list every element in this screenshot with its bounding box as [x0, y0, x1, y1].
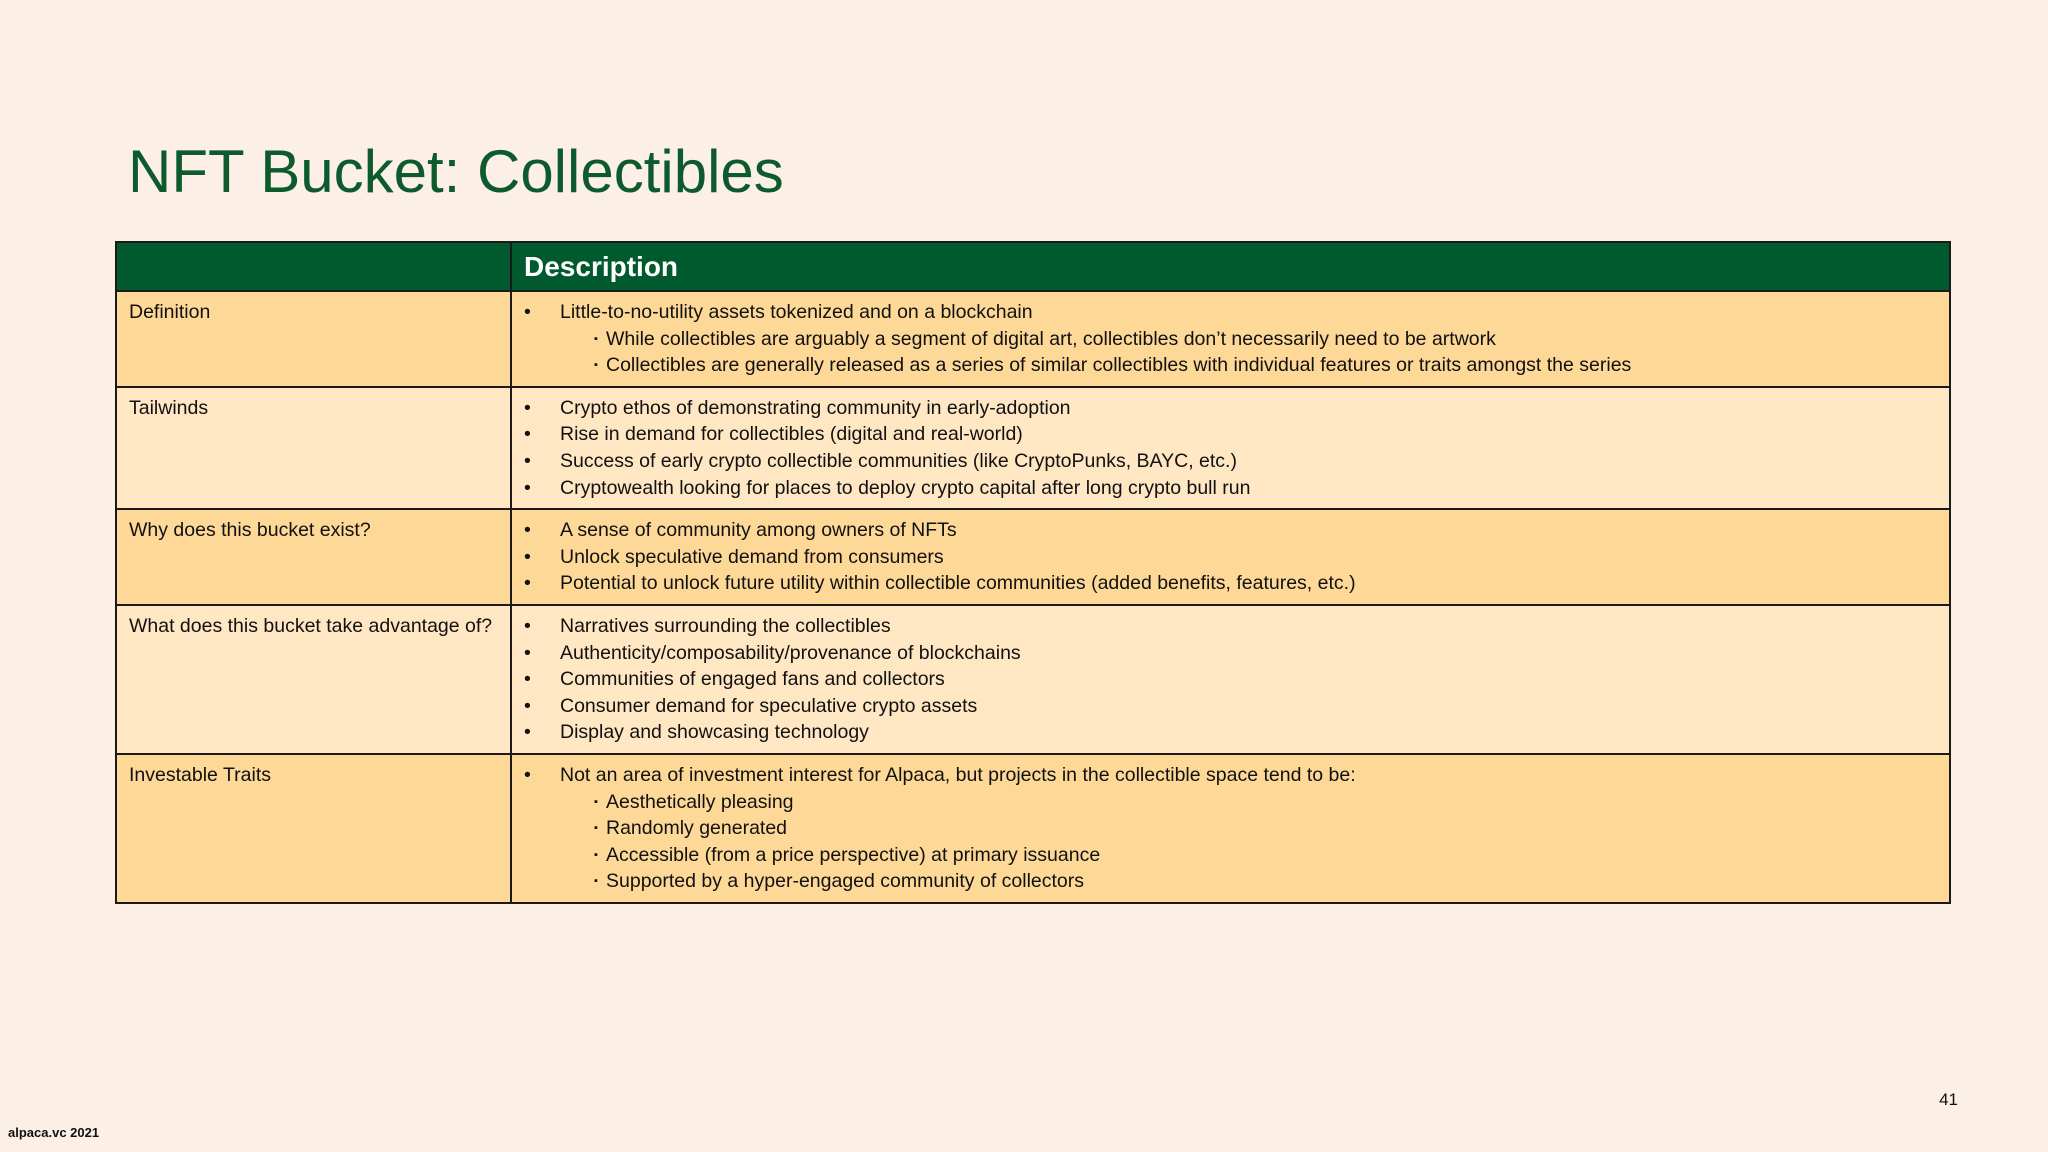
table-header-row [116, 242, 1950, 291]
sub-bullet-item: ▪ Collectibles are generally released as a series of similar collectibles with individual features or traits amongst the series [524, 352, 1937, 379]
table-row-tailwinds [116, 387, 1950, 509]
sub-bullet-item: ▪ Accessible (from a price perspective) at primary issuance [524, 842, 1937, 869]
row-label: Tailwinds [116, 387, 511, 509]
bullet-item: • Little-to-no-utility assets tokenized and on a blockchain [524, 299, 1937, 326]
bullet-item: • Cryptowealth looking for places to deploy crypto capital after long crypto bull run [524, 475, 1937, 502]
row-description [511, 509, 1950, 605]
header-description: Description [511, 242, 1950, 291]
sub-bullet-item: ▪ Aesthetically pleasing [524, 789, 1937, 816]
sub-bullet-item: ▪ Supported by a hyper-engaged community of collectors [524, 868, 1937, 895]
row-label: Why does this bucket exist? [116, 509, 511, 605]
table-row-advantage [116, 605, 1950, 754]
table-row-investable-traits [116, 754, 1950, 903]
bullet-item: • Display and showcasing technology [524, 719, 1937, 746]
bullet-item: • Crypto ethos of demonstrating community in early-adoption [524, 395, 1937, 422]
row-label: Definition [116, 291, 511, 387]
bullet-item: • Success of early crypto collectible communities (like CryptoPunks, BAYC, etc.) [524, 448, 1937, 475]
bullet-list [524, 613, 1937, 746]
bullet-list [524, 517, 1937, 597]
footer-credit: alpaca.vc 2021 [8, 1125, 100, 1140]
row-description [511, 754, 1950, 903]
page-number: 41 [1939, 1090, 1958, 1109]
row-label: What does this bucket take advantage of? [116, 605, 511, 754]
bucket-table [115, 241, 1951, 904]
bullet-list [524, 762, 1937, 895]
bullet-item: • Rise in demand for collectibles (digital and real-world) [524, 421, 1937, 448]
bullet-item: • Authenticity/composability/provenance of blockchains [524, 640, 1937, 667]
row-description [511, 387, 1950, 509]
header-empty-cell [116, 242, 511, 291]
sub-bullet-item: ▪ Randomly generated [524, 815, 1937, 842]
bullet-item: • Narratives surrounding the collectibles [524, 613, 1937, 640]
bullet-item: • Unlock speculative demand from consumers [524, 544, 1937, 571]
bullet-item: • Potential to unlock future utility within collectible communities (added benefits, features, etc.) [524, 570, 1937, 597]
bullet-item: • A sense of community among owners of NFTs [524, 517, 1937, 544]
table-row-definition [116, 291, 1950, 387]
table-row-why-exist [116, 509, 1950, 605]
sub-bullet-item: ▪ While collectibles are arguably a segment of digital art, collectibles don’t necessarily need to be artwork [524, 326, 1937, 353]
slide-title: NFT Bucket: Collectibles [128, 138, 784, 206]
bullet-item: • Not an area of investment interest for Alpaca, but projects in the collectible space tend to be: [524, 762, 1937, 789]
bullet-list [524, 395, 1937, 501]
row-description [511, 605, 1950, 754]
row-label: Investable Traits [116, 754, 511, 903]
row-description [511, 291, 1950, 387]
bullet-item: • Consumer demand for speculative crypto assets [524, 693, 1937, 720]
bullet-list [524, 299, 1937, 379]
bullet-item: • Communities of engaged fans and collectors [524, 666, 1937, 693]
